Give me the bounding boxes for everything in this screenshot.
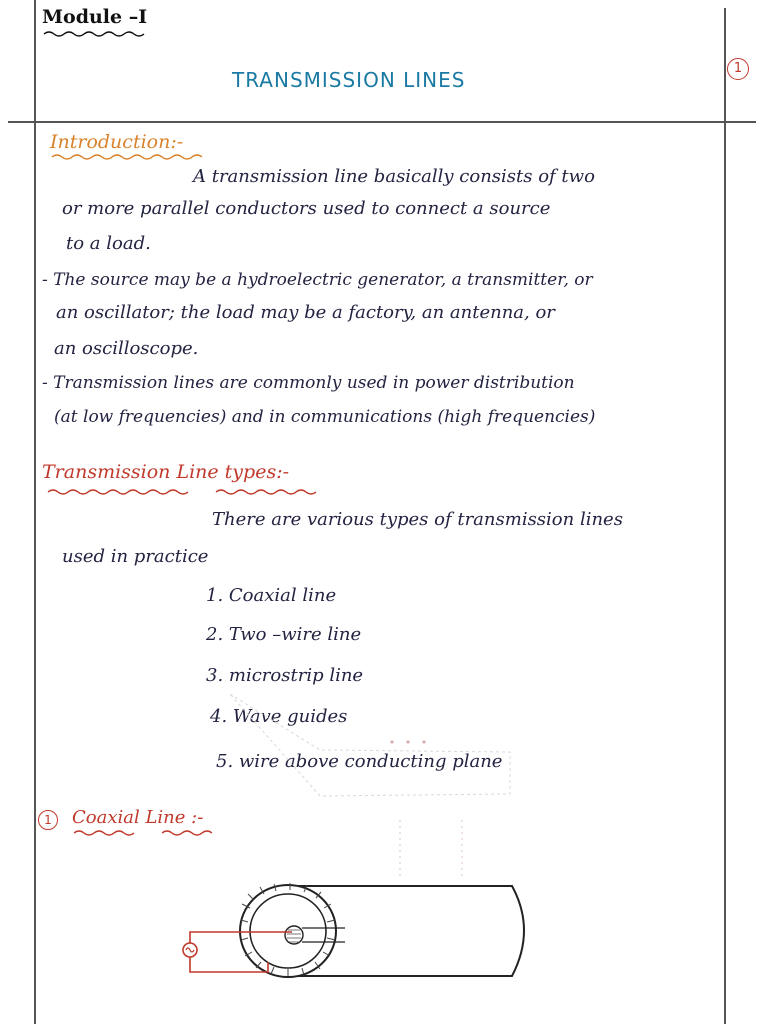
type-item-2: 2. Two –wire line	[206, 624, 362, 645]
type-item-5: 5. wire above conducting plane	[216, 751, 503, 772]
module-underline	[42, 30, 152, 38]
coaxial-number: 1	[38, 810, 58, 830]
page-number: 1	[727, 58, 749, 80]
type-item-1: 1. Coaxial line	[206, 585, 337, 606]
types-intro-line-2: used in practice	[62, 546, 209, 567]
types-heading: Transmission Line types:-	[42, 461, 290, 483]
show-through-sketch	[220, 690, 520, 890]
header-rule	[8, 121, 756, 123]
types-heading-underline	[46, 487, 336, 497]
page-title: TRANSMISSION LINES	[232, 68, 466, 92]
left-margin-line	[34, 0, 36, 1024]
intro-heading-underline	[50, 153, 210, 161]
intro-line-7: - Transmission lines are commonly used in power distribution	[42, 373, 575, 393]
intro-heading: Introduction:-	[50, 131, 184, 153]
coaxial-cable-diagram	[170, 872, 550, 992]
intro-line-4: - The source may be a hydroelectric generator, a transmitter, or	[42, 270, 593, 290]
intro-line-5: an oscillator; the load may be a factory, an antenna, or	[56, 302, 555, 323]
coaxial-heading-underline	[72, 829, 222, 837]
right-margin-line	[724, 8, 726, 1024]
types-intro-line-1: There are various types of transmission lines	[212, 509, 623, 530]
type-item-3: 3. microstrip line	[206, 665, 364, 686]
intro-line-6: an oscilloscope.	[54, 338, 199, 359]
module-label: Module –I	[42, 6, 148, 28]
coaxial-heading: Coaxial Line :-	[72, 807, 204, 828]
intro-line-3: to a load.	[66, 233, 151, 254]
intro-line-8: (at low frequencies) and in communications (high frequencies)	[54, 407, 596, 427]
intro-line-2: or more parallel conductors used to connect a source	[62, 198, 551, 219]
type-item-4: 4. Wave guides	[210, 706, 348, 727]
intro-line-1: A transmission line basically consists of two	[193, 166, 595, 187]
